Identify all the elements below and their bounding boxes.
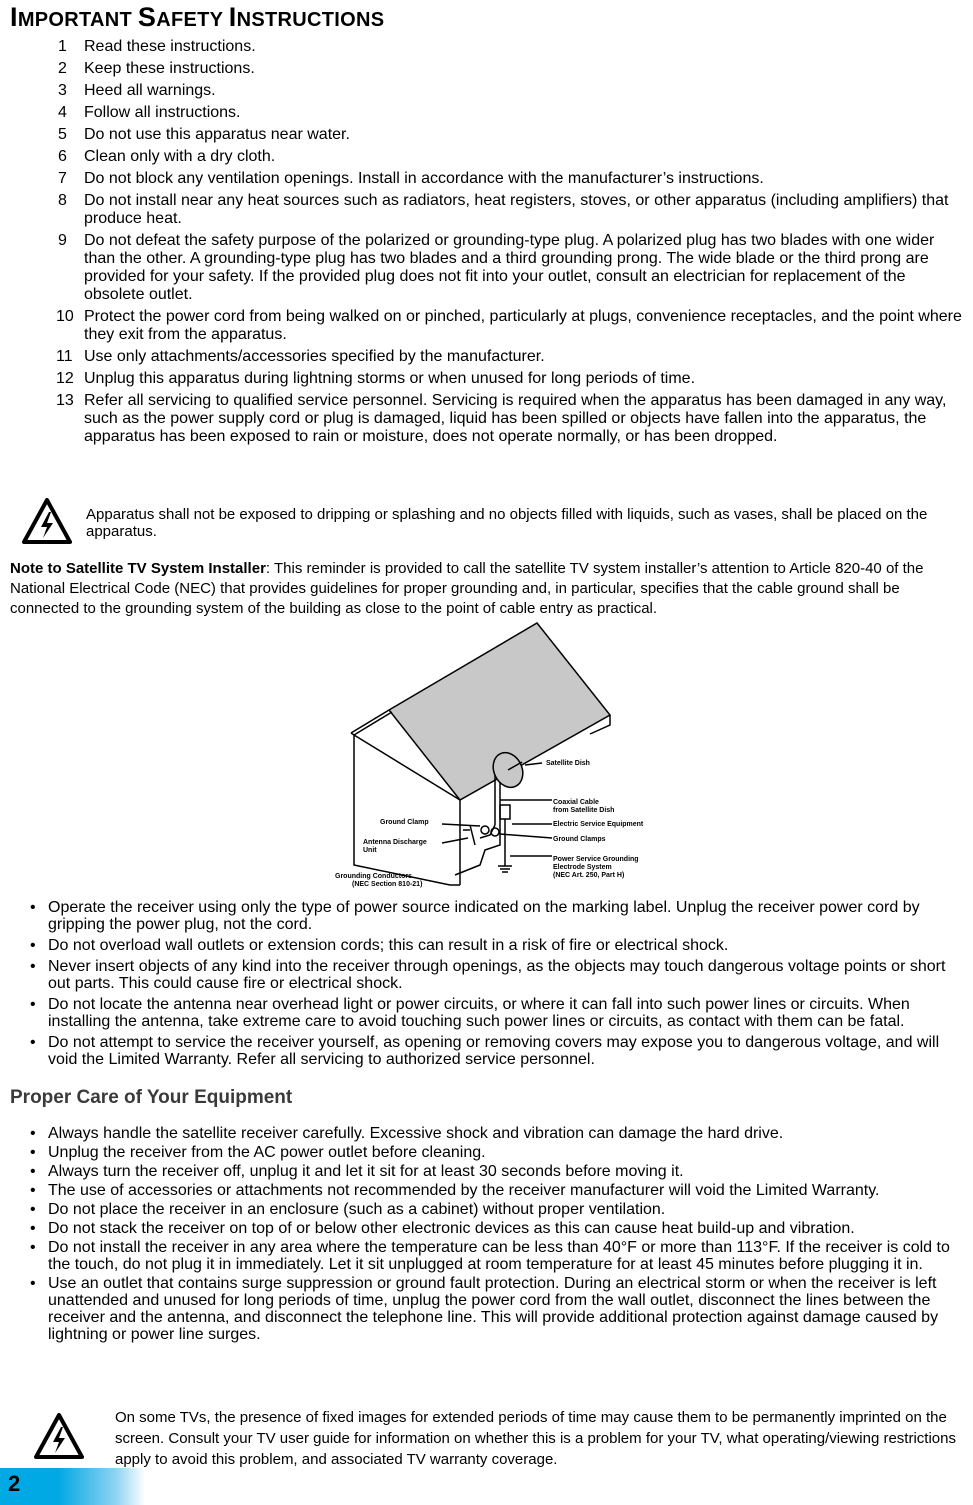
item-number: 2 [58, 60, 67, 77]
item-text: Unplug this apparatus during lightning storms or when unused for long periods of time. [84, 370, 696, 387]
tv-burn-in-warning [22, 1405, 962, 1468]
title-part: NSTRUCTIONS [236, 9, 385, 31]
title-part: MPORTANT [17, 9, 138, 31]
title-part: S [137, 2, 157, 32]
bullet: • [30, 958, 36, 975]
item-text: Do not use this apparatus near water. [84, 126, 350, 143]
liquid-warning [22, 498, 962, 548]
section-title: Proper Care of Your Equipment [10, 1087, 293, 1108]
page-title [10, 2, 384, 33]
item-text: Refer all servicing to qualified service personnel. Servicing is required when the apparatus has been damaged in any way, such as the power supply cord or plug is damaged, liquid has been spilled or objects have fallen into the apparatus, the apparatus has been exposed to rain or moisture, does not operate normally, or has been dropped. [84, 392, 947, 445]
equipment-care-list [0, 1125, 973, 1345]
item-text: Do not locate the antenna near overhead light or power circuits, or where it can fall into such power lines or circuits. When installing the antenna, take extreme care to avoid touching such power lines or circuits, as contact with them can be fatal. [48, 996, 910, 1030]
list-item [0, 1182, 973, 1199]
list-item [0, 308, 973, 344]
label-coax-1: Coaxial Cable [553, 799, 599, 806]
bullet: • [30, 1182, 36, 1199]
label-antenna-2: Unit [363, 847, 377, 854]
list-item [0, 937, 973, 954]
warning-text: Apparatus shall not be exposed to dripping or splashing and no objects filled with liquids, such as vases, shall be placed on the apparatus. [86, 506, 928, 540]
item-text: Do not place the receiver in an enclosure (such as a cabinet) without proper ventilation. [48, 1201, 666, 1218]
item-number: 1 [58, 38, 67, 55]
label-coax-2: from Satellite Dish [553, 807, 615, 814]
list-item [0, 1034, 973, 1068]
item-text: Use an outlet that contains surge suppression or ground fault protection. During an electrical storm or when the receiver is left unattended and unused for long periods of time, unplug the power cord from the wall outlet, disconnect the lines between the receiver and the antenna, and disconnect the telephone line. This will provide additional protection against damage caused by lightning or power line surges. [48, 1275, 939, 1343]
electrical-hazard-icon [34, 1413, 84, 1459]
item-text: Do not overload wall outlets or extension cords; this can result in a risk of fire or electrical shock. [48, 937, 729, 954]
label-satellite-dish: Satellite Dish [546, 760, 590, 767]
list-item [0, 104, 973, 122]
list-item [0, 60, 973, 78]
label-ground-clamps: Ground Clamps [553, 836, 606, 843]
bullet: • [30, 1125, 36, 1142]
label-power-1: Power Service Grounding [553, 856, 639, 863]
safety-instructions-list [0, 38, 973, 450]
item-text: The use of accessories or attachments not recommended by the receiver manufacturer will void the Limited Warranty. [48, 1182, 880, 1199]
list-item [0, 1144, 973, 1161]
item-text: Do not attempt to service the receiver yourself, as opening or removing covers may expose you to dangerous voltage, and will void the Limited Warranty. Refer all servicing to authorized service personnel. [48, 1034, 940, 1068]
list-item [0, 192, 973, 228]
item-number: 13 [56, 392, 74, 409]
item-text: Operate the receiver using only the type of power source indicated on the marking label. Unplug the receiver power cord by gripping the power plug, not the cord. [48, 899, 920, 933]
item-text: Do not install the receiver in any area where the temperature can be less than 40°F or more than 113°F. If the receiver is cold to the touch, do not plug it in immediately. Let it sit unplugged at room temperature for at least 45 minutes before plugging it in. [48, 1239, 950, 1273]
bullet: • [30, 1034, 36, 1051]
list-item [0, 232, 973, 304]
list-item [0, 148, 973, 166]
item-number: 4 [58, 104, 67, 121]
bullet: • [30, 899, 36, 916]
item-text: Use only attachments/accessories specified by the manufacturer. [84, 348, 545, 365]
item-text: Protect the power cord from being walked on or pinched, particularly at plugs, convenience receptacles, and the point where they exit from the apparatus. [84, 308, 962, 343]
page-number-bar [0, 1468, 145, 1505]
list-item [0, 38, 973, 56]
label-electric: Electric Service Equipment [553, 821, 644, 828]
list-item [0, 1201, 973, 1218]
note-label: Note to Satellite TV System Installer [10, 560, 266, 577]
item-text: Clean only with a dry cloth. [84, 148, 276, 165]
item-text: Never insert objects of any kind into the receiver through openings, as the objects may touch dangerous voltage points or short out parts. This could cause fire or electrical shock. [48, 958, 946, 992]
bullet: • [30, 1239, 36, 1256]
label-grounding-2: (NEC Section 810-21) [352, 881, 423, 888]
list-item [0, 1220, 973, 1237]
item-number: 10 [56, 308, 74, 325]
list-item [0, 370, 973, 388]
bullet: • [30, 937, 36, 954]
label-grounding-1: Grounding Conductors [335, 873, 412, 880]
bullet: • [30, 996, 36, 1013]
item-number: 11 [56, 348, 73, 365]
installer-note [10, 559, 972, 619]
bullet: • [30, 1201, 36, 1218]
electrical-hazard-icon [22, 498, 72, 544]
list-item [0, 1125, 973, 1142]
label-ground-clamp: Ground Clamp [380, 819, 429, 826]
title-part: I [228, 2, 237, 32]
item-text: Do not stack the receiver on top of or below other electronic devices as this can cause heat build-up and vibration. [48, 1220, 855, 1237]
list-item [0, 82, 973, 100]
item-text: Keep these instructions. [84, 60, 255, 77]
item-text: Do not block any ventilation openings. Install in accordance with the manufacturer’s instructions. [84, 170, 764, 187]
item-text: Do not defeat the safety purpose of the polarized or grounding-type plug. A polarized plug has two blades with one wider than the other. A grounding-type plug has two blades and a third grounding prong. The wide blade or the third prong are provided for your safety. If the provided plug does not fit into your outlet, consult an electrician for replacement of the obsolete outlet. [84, 232, 935, 303]
list-item [0, 1275, 973, 1343]
item-text: Always turn the receiver off, unplug it and let it sit for at least 30 seconds before moving it. [48, 1163, 684, 1180]
list-item [0, 1239, 973, 1273]
item-text: Do not install near any heat sources such as radiators, heat registers, stoves, or other apparatus (including amplifiers) that produce heat. [84, 192, 949, 227]
list-item [0, 996, 973, 1030]
label-antenna-1: Antenna Discharge [363, 839, 427, 846]
list-item [0, 348, 973, 366]
list-item [0, 126, 973, 144]
item-text: Always handle the satellite receiver carefully. Excessive shock and vibration can damage the hard drive. [48, 1125, 784, 1142]
label-power-2: Electrode System [553, 864, 612, 871]
item-number: 7 [58, 170, 67, 187]
list-item [0, 170, 973, 188]
item-number: 9 [58, 232, 67, 249]
label-power-3: (NEC Art. 250, Part H) [553, 872, 625, 879]
item-number: 6 [58, 148, 67, 165]
note-text: : This reminder is provided to call the satellite TV system installer’s attention to Article 820-40 of the National Electrical Code (NEC) that provides guidelines for proper grounding and, in particular, specifies that the cable ground shall be connected to the grounding system of the building as close to the point of cable entry as practical. [10, 560, 924, 617]
item-text: Follow all instructions. [84, 104, 241, 121]
item-number: 12 [56, 370, 74, 387]
receiver-safety-list [0, 899, 973, 1072]
list-item [0, 392, 973, 446]
bullet: • [30, 1144, 36, 1161]
list-item [0, 958, 973, 992]
title-part: I [10, 2, 18, 32]
page-number: 2 [8, 1471, 21, 1496]
item-text: Heed all warnings. [84, 82, 216, 99]
list-item [0, 1163, 973, 1180]
list-item [0, 899, 973, 933]
bullet: • [30, 1163, 36, 1180]
title-part: AFETY [156, 9, 229, 31]
warning-text: On some TVs, the presence of fixed images for extended periods of time may cause them to be permanently imprinted on the screen. Consult your TV user guide for information on whether this is a problem for your TV, what operating/viewing restrictions apply to avoid this problem, and associated TV warranty coverage. [115, 1409, 956, 1468]
bullet: • [30, 1275, 36, 1292]
item-text: Read these instructions. [84, 38, 256, 55]
item-number: 3 [58, 82, 67, 99]
grounding-diagram [330, 620, 670, 890]
bullet: • [30, 1220, 36, 1237]
item-text: Unplug the receiver from the AC power outlet before cleaning. [48, 1144, 486, 1161]
item-number: 8 [58, 192, 67, 209]
item-number: 5 [58, 126, 67, 143]
